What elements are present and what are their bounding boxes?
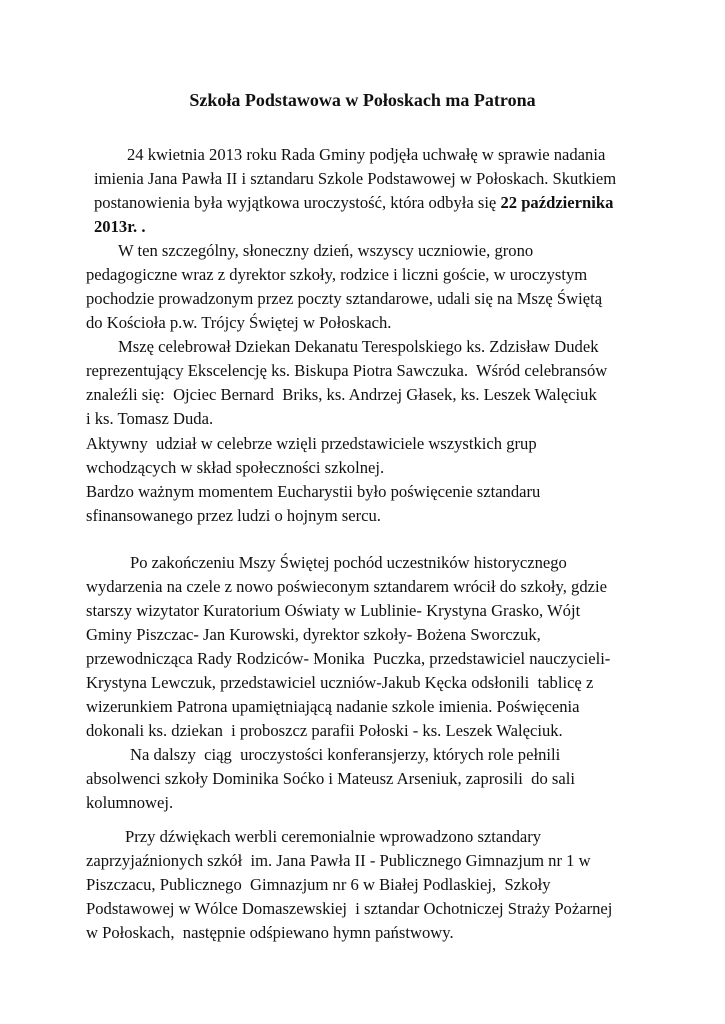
paragraph-1-line-2: imienia Jana Pawła II i sztandaru Szkole Podstawowej w Połoskach. Skutkiem	[94, 169, 617, 188]
paragraph-3-line-1: Mszę celebrował Dziekan Dekanatu Terespolskiego ks. Zdzisław Dudek	[118, 337, 599, 356]
paragraph-7-line-4: Podstawowej w Wólce Domaszewskiej i sztandar Ochotniczej Straży Pożarnej	[86, 899, 613, 918]
paragraph-5-line-1: Po zakończeniu Mszy Świętej pochód uczestników historycznego	[130, 553, 567, 572]
paragraph-2-line-2: pedagogiczne wraz z dyrektor szkoły, rodzice i liczni goście, w uroczystym	[86, 265, 588, 284]
paragraph-3-line-2: reprezentujący Ekscelencję ks. Biskupa Piotra Sawczuka. Wśród celebransów	[86, 361, 608, 380]
paragraph-5-line-8: dokonali ks. dziekan i proboszcz parafii Połoski - ks. Leszek Walęciuk.	[86, 721, 563, 740]
paragraph-1-line-3-text: postanowienia była wyjątkowa uroczystość, która odbyła się	[94, 193, 501, 212]
paragraph-2-line-1: W ten szczególny, słoneczny dzień, wszyscy uczniowie, grono	[118, 241, 534, 260]
paragraph-4-line-3: Bardzo ważnym momentem Eucharystii było poświęcenie sztandaru	[86, 482, 541, 501]
paragraph-4-line-4: sfinansowanego przez ludzi o hojnym sercu.	[86, 506, 381, 525]
paragraph-6-line-3: kolumnowej.	[86, 793, 174, 812]
paragraph-7-line-5: w Połoskach, następnie odśpiewano hymn państwowy.	[86, 923, 454, 942]
paragraph-4-line-2: wchodzących w skład społeczności szkolnej.	[86, 458, 385, 477]
event-date-highlight: 22 października	[500, 193, 614, 212]
paragraph-5-line-5: przewodnicząca Rady Rodziców- Monika Puczka, przedstawiciel nauczycieli-	[86, 649, 611, 668]
paragraph-5-line-2: wydarzenia na czele z nowo poświeconym sztandarem wrócił do szkoły, gdzie	[86, 577, 607, 596]
paragraph-4-line-1: Aktywny udział w celebrze wzięli przedstawiciele wszystkich grup	[86, 434, 537, 453]
paragraph-7-line-2: zaprzyjaźnionych szkół im. Jana Pawła II - Publicznego Gimnazjum nr 1 w	[86, 851, 591, 870]
paragraph-1-line-3	[94, 192, 613, 214]
paragraph-1-line-1: 24 kwietnia 2013 roku Rada Gminy podjęła uchwałę w sprawie nadania	[127, 145, 606, 164]
paragraph-6-line-1: Na dalszy ciąg uroczystości konferansjerzy, których role pełnili	[130, 745, 561, 764]
paragraph-2-line-4: do Kościoła p.w. Trójcy Świętej w Połoskach.	[86, 313, 392, 332]
paragraph-2-line-3: pochodzie prowadzonym przez poczty sztandarowe, udali się na Mszę Świętą	[86, 289, 603, 308]
paragraph-5-line-7: wizerunkiem Patrona upamiętniającą nadanie szkole imienia. Poświęcenia	[86, 697, 580, 716]
document-title: Szkoła Podstawowa w Połoskach ma Patrona	[189, 90, 536, 110]
paragraph-3-line-4: i ks. Tomasz Duda.	[86, 409, 214, 428]
paragraph-3-line-3: znaleźli się: Ojciec Bernard Briks, ks. Andrzej Głasek, ks. Leszek Walęciuk	[86, 385, 597, 404]
paragraph-5-line-3: starszy wizytator Kuratorium Oświaty w Lublinie- Krystyna Grasko, Wójt	[86, 601, 581, 620]
paragraph-6-line-2: absolwenci szkoły Dominika Soćko i Mateusz Arseniuk, zaprosili do sali	[86, 769, 575, 788]
event-year-highlight: 2013r. .	[94, 217, 146, 236]
paragraph-7-line-1: Przy dźwiękach werbli ceremonialnie wprowadzono sztandary	[125, 827, 542, 846]
paragraph-5-line-4: Gminy Piszczac- Jan Kurowski, dyrektor szkoły- Bożena Sworczuk,	[86, 625, 541, 644]
paragraph-5-line-6: Krystyna Lewczuk, przedstawiciel uczniów-Jakub Kęcka odsłonili tablicę z	[86, 673, 594, 692]
paragraph-7-line-3: Piszczacu, Publicznego Gimnazjum nr 6 w Białej Podlaskiej, Szkoły	[86, 875, 551, 894]
